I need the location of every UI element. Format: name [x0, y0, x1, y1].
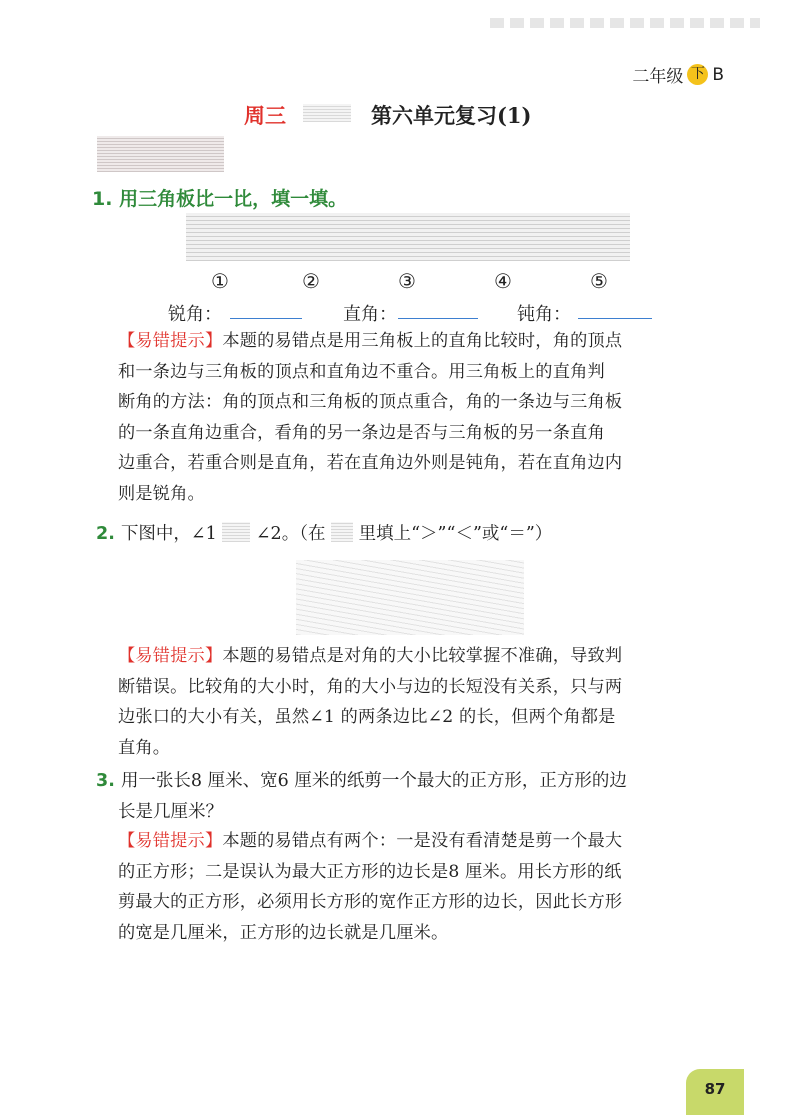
tip-tag: 【易错提示】: [118, 646, 223, 666]
question-2-tip: 【易错提示】本题的易错点是对角的大小比较掌握不准确，导致判 断错误。比较角的大小时，角的大小与边的长短没有关系，只与两 边张口的大小有关，虽然∠1 的两条边比∠2 的长，但两个角都是 直角。: [118, 646, 623, 758]
angle-label-5: ⑤: [590, 269, 608, 293]
header-faint-text: [490, 18, 760, 28]
grade-label: [632, 62, 724, 87]
question-2: 2. 下图中，∠1 ∠2。（在 里填上“＞”“＜”或“＝”）: [96, 524, 553, 544]
question-3-number: 3: [96, 771, 109, 791]
angle-label-2: ②: [302, 269, 320, 293]
question-2-number: 2: [96, 524, 109, 544]
question-1-tip: 【易错提示】本题的易错点是用三角板上的直角比较时，角的顶点 和一条边与三角板的顶点和直角边不重合。用三角板上的直角判 断角的方法：角的顶点和三角板的顶点重合，角的一条边与三角板 的一条直角边重合，看角的另一条边是否与三角板的另一条直角 边重合，若重合则是直角，若在直角边外则是钝角，若在直角边内 则是锐角。: [118, 331, 623, 504]
question-1-number: 1: [92, 188, 106, 210]
angles-figure: [186, 213, 630, 261]
angle-label-3: ③: [398, 269, 416, 293]
tip-tag: 【易错提示】: [118, 331, 223, 351]
question-3-tip: 【易错提示】本题的易错点有两个：一是没有看清楚是剪一个最大 的正方形；二是误认为最大正方形的边长是8 厘米。用长方形的纸 剪最大的正方形，必须用长方形的宽作正方形的边长，因此长方形 的宽是几厘米，正方形的边长就是几厘米。: [118, 831, 623, 943]
obtuse-angle-label: 钝角：: [517, 304, 571, 325]
angle-label-1: ①: [211, 269, 229, 293]
right-angle-label: 直角：: [343, 304, 397, 325]
scratch-pattern-block: [97, 136, 224, 172]
question-3: 3. 用一张长8 厘米、宽6 厘米的纸剪一个最大的正方形，正方形的边 长是几厘米？: [96, 771, 627, 822]
grade-text: 二年级: [632, 67, 684, 87]
acute-angle-label: 锐角：: [168, 304, 222, 325]
right-angle-answer-blank[interactable]: [398, 318, 478, 319]
title-day: 周三: [244, 104, 286, 128]
volume-badge: 下: [687, 64, 708, 85]
angle-label-4: ④: [494, 269, 512, 293]
compare-answer-box[interactable]: [222, 522, 250, 542]
acute-angle-answer-blank[interactable]: [230, 318, 302, 319]
angle-comparison-figure: [296, 560, 524, 635]
question-1-text: 用三角板比一比，填一填。: [119, 188, 348, 210]
edition-text: B: [712, 64, 724, 85]
compare-hint-box: [331, 522, 353, 542]
title-scratch-pattern: [303, 104, 351, 122]
tip-tag: 【易错提示】: [118, 831, 223, 851]
question-1-title: 1. 用三角板比一比，填一填。: [92, 188, 348, 210]
page-number: 87: [686, 1069, 744, 1115]
page-title: 第六单元复习(1): [371, 103, 532, 128]
obtuse-angle-answer-blank[interactable]: [578, 318, 652, 319]
